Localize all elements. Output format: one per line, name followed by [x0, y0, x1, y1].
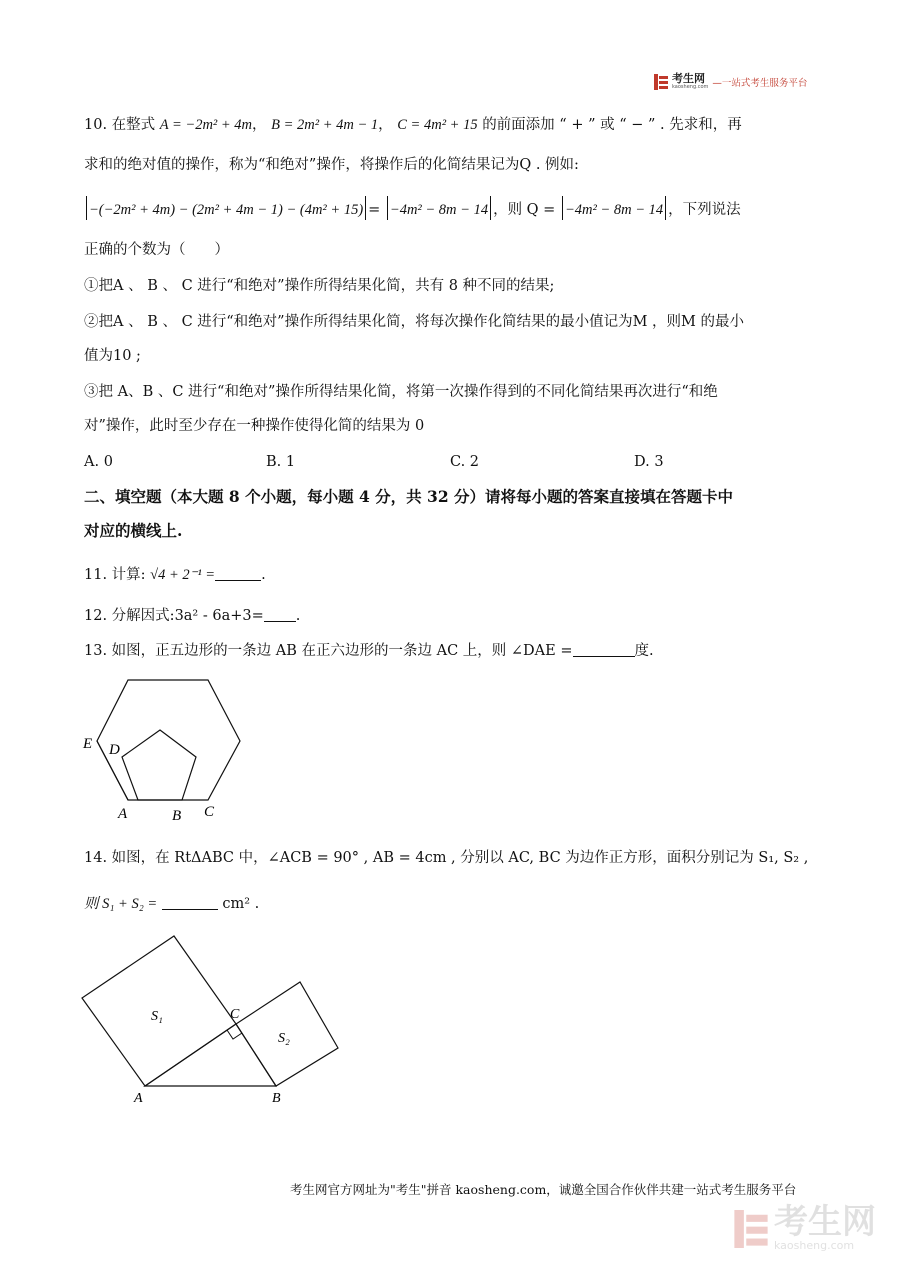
q10-item2a: ②把A 、 B 、 C 进行“和绝对”操作所得结果化简，将每次操作化简结果的最小值记为M ，则M 的最小 — [84, 314, 745, 330]
figure-14-right-triangle-squares — [76, 930, 346, 1110]
label-s1: S₁ — [151, 1009, 163, 1024]
label-b: B — [272, 1091, 281, 1106]
q12-answer-blank[interactable] — [264, 607, 296, 622]
q14-line2: 则 S₁ + S₂ = cm² . — [84, 896, 260, 912]
q10-option-a: A. 0 — [84, 454, 113, 470]
q10-item3a: ③把 A、B 、C 进行“和绝对”操作所得结果化简，将第一次操作得到的不同化简结果再次进行“和绝 — [84, 384, 718, 400]
footer-text: 考生网官方网址为"考生"拼音 kaosheng.com，诚邀全国合作伙伴共建一站式考生服务平台 — [290, 1182, 797, 1197]
label-d: D — [109, 742, 120, 758]
q10-option-c: C. 2 — [450, 454, 480, 470]
label-a: A — [118, 806, 128, 822]
q10-option-d: D. 3 — [634, 454, 664, 470]
triangle-abc — [145, 1024, 276, 1086]
q11-answer-blank[interactable] — [215, 566, 261, 581]
label-e: E — [83, 736, 93, 752]
expr-c: C = 4m² + 15 — [397, 117, 478, 133]
q13-answer-blank[interactable] — [573, 642, 635, 657]
label-c: C — [230, 1007, 240, 1022]
expr-b: B = 2m² + 4m − 1 — [271, 117, 379, 133]
q14-answer-blank[interactable] — [162, 895, 218, 910]
logo-name: 考生网 — [672, 72, 705, 85]
q10-item3b: 对”操作，此时至少存在一种操作使得化简的结果为 0 — [84, 418, 425, 434]
label-c: C — [204, 804, 215, 820]
q10-line4: 正确的个数为（ ） — [84, 242, 229, 258]
q10-example: −(−2m² + 4m) − (2m² + 4m − 1) − (4m² + 15) = −4m² − 8m − 14 ，则 Q = −4m² − 8m − 14 ，下列说法 — [84, 196, 741, 220]
header-slogan: —一站式考生服务平台 — [712, 77, 808, 89]
label-b: B — [172, 808, 182, 824]
regular-pentagon — [122, 730, 196, 800]
right-angle-marker — [227, 1030, 242, 1039]
q10-line1: 10. 在整式 A = −2m² + 4m， B = 2m² + 4m − 1， C = 4m² + 15 的前面添加 “ + ” 或 “ − ” . 先求和，再 — [84, 117, 742, 133]
watermark — [734, 1202, 876, 1252]
watermark-domain: kaosheng.com — [774, 1239, 855, 1252]
expr-a: A = −2m² + 4m — [159, 117, 253, 133]
kaosheng-logo-icon — [654, 74, 668, 90]
section2-heading-line2: 对应的横线上. — [84, 521, 183, 540]
q13: 13. 如图，正五边形的一条边 AB 在正六边形的一条边 AC 上，则 ∠DAE = 度. — [84, 643, 654, 659]
q10-line2: 求和的绝对值的操作，称为“和绝对”操作，将操作后的化简结果记为Q . 例如: — [84, 157, 579, 173]
q14-line1: 14. 如图，在 RtΔABC 中，∠ACB = 90° , AB = 4cm , 分别以 AC, BC 为边作正方形，面积分别记为 S₁, S₂ , — [84, 850, 809, 866]
q11: 11. 计算: √4 + 2⁻¹ = . — [84, 567, 266, 583]
label-s2: S₂ — [278, 1031, 290, 1046]
watermark-logo-icon — [734, 1210, 768, 1248]
q10-item1: ①把A 、 B 、 C 进行“和绝对”操作所得结果化简，共有 8 种不同的结果; — [84, 278, 555, 294]
example-rhs-repeat: −4m² − 8m − 14 — [564, 202, 664, 218]
logo-domain: kaosheng.com — [672, 84, 709, 90]
figure-13-hexagon-pentagon — [80, 676, 250, 826]
q10-option-b: B. 1 — [266, 454, 296, 470]
q12: 12. 分解因式:3a² - 6a+3= . — [84, 608, 301, 624]
q10-item2b: 值为10 ; — [84, 348, 141, 364]
watermark-name: 考生网 — [774, 1202, 876, 1242]
label-a: A — [134, 1091, 143, 1106]
section2-heading-line1: 二、填空题（本大题 8 个小题，每小题 4 分，共 32 分）请将每小题的答案直接填在答题卡中 — [84, 487, 734, 506]
header-logo — [654, 73, 807, 90]
